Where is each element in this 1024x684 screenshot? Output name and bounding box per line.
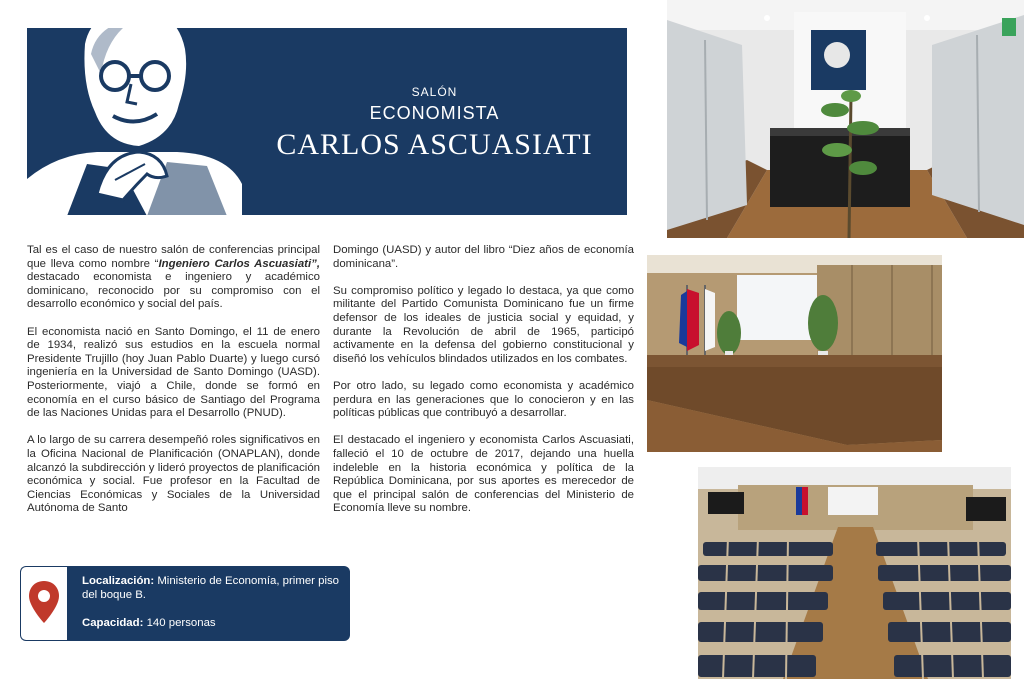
portrait-illustration (27, 28, 242, 215)
paragraph: El economista nació en Santo Domingo, el 11 de enero de 1934, realizó sus estudios en la escuela normal Presidente Trujillo (hoy Juan Pablo Duarte) y luego cursó ingeniería en la Universidad de Santo Domingo (UASD). Posteriormente, viajó a Chile, donde se formó en economía en el curso básico de Santiago del Programa de las Naciones Unidas para el Desarrollo (PNUD). (27, 325, 320, 420)
paragraph (27, 244, 320, 312)
map-pin-icon (21, 567, 67, 640)
paragraph-text: destacado economista e ingeniero y académico dominicano, reconocido por su compromiso con el desarrollo económico y social del país. (27, 271, 320, 311)
banner-label-economista: ECONOMISTA (369, 103, 500, 123)
capacity-line (82, 616, 344, 630)
photo-auditorium (698, 467, 1011, 679)
location-label: Localización: (82, 575, 155, 587)
emphasized-name: Ingeniero Carlos Ascuasiati”, (158, 257, 321, 270)
paragraph: A lo largo de su carrera desempeñó roles significativos en la Oficina Nacional de Planificación (ONAPLAN), donde alcanzó la subdirección y lideró proyectos de planificación económica y social. Fue profesor en la Facultad de Ciencias Económicas y Sociales de la Universidad Autónoma de Santo (27, 434, 320, 515)
location-value: Ministerio de Economía, primer piso del boque B. (82, 575, 340, 601)
info-icon-box (20, 566, 67, 641)
info-details (67, 566, 350, 641)
photo-entrance (667, 0, 1024, 238)
capacity-value: 140 personas (143, 617, 216, 629)
title-banner (27, 28, 627, 215)
photo-stage (647, 255, 942, 452)
banner-label-salon: SALÓN (411, 85, 458, 99)
banner-title-name: CARLOS ASCUASIATI (276, 128, 593, 161)
paragraph: Su compromiso político y legado lo destaca, ya que como militante del Partido Comunista Dominicano fue un firme defensor de los ideales de justicia social y equidad, y durante la Revolución de abril de 1965, participó activamente en la defensa del gobierno constitucional y diseñó los vehículos blindados utilizados en los combates. (333, 284, 634, 365)
paragraph: Domingo (UASD) y autor del libro “Diez años de economía dominicana”. (333, 244, 634, 270)
paragraph-text: Tal es el caso de nuestro salón de conferencias principal que lleva como nombre “ (27, 244, 320, 270)
text-column-right (333, 244, 634, 529)
location-line (82, 574, 344, 602)
capacity-label: Capacidad: (82, 617, 144, 629)
paragraph: El destacado el ingeniero y economista Carlos Ascuasiati, falleció el 10 de octubre de 2017, dejando una huella indeleble en la historia económica y política de la República Dominicana, por sus aportes es merecedor de que el principal salón de conferencias del Ministerio de Economía lleve su nombre. (333, 434, 634, 515)
info-box (20, 566, 350, 641)
paragraph: Por otro lado, su legado como economista y académico perdura en las generaciones que lo conocieron y en las políticas públicas que contribuyó a desarrollar. (333, 379, 634, 420)
banner-title-block (242, 28, 627, 215)
text-column-left (27, 244, 320, 529)
